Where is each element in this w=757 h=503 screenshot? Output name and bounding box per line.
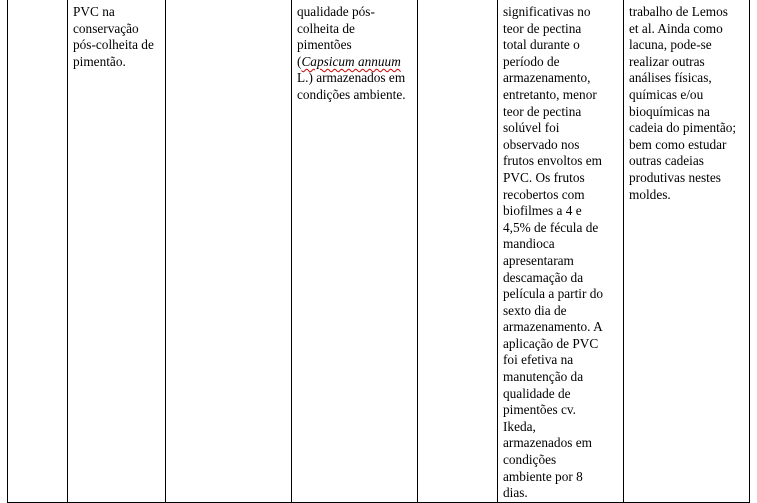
cell-line: período de bbox=[503, 53, 560, 69]
cell-line: foi efetiva na bbox=[503, 352, 574, 368]
cell-line: descamação da bbox=[503, 269, 584, 285]
cell-line: pimentões cv. bbox=[503, 402, 576, 418]
cell-line: apresentaram bbox=[503, 252, 574, 268]
cell-line: qualidade de bbox=[503, 385, 571, 401]
cell-line: conservação bbox=[73, 20, 139, 36]
cell-line: Ikeda, bbox=[503, 418, 536, 434]
cell-line: cadeia do pimentão; bbox=[629, 120, 737, 136]
cell-line: pimentão. bbox=[73, 53, 126, 69]
cell-col5 bbox=[418, 0, 498, 502]
cell-line: manutenção da bbox=[503, 369, 584, 385]
cell-line: outras cadeias bbox=[629, 153, 704, 169]
cell-line: teor de pectina bbox=[503, 20, 582, 36]
cell-col1 bbox=[8, 0, 68, 502]
cell-line: 4,5% de fécula de bbox=[503, 219, 599, 235]
cell-line bbox=[297, 54, 412, 71]
cell-line: teor de pectina bbox=[503, 103, 582, 119]
cell-line: PVC. Os frutos bbox=[503, 169, 585, 185]
cell-line: condições ambiente. bbox=[297, 86, 406, 102]
cell-line: entretanto, menor bbox=[503, 86, 597, 102]
cell-line: realizar outras bbox=[629, 53, 705, 69]
cell-line: bioquímicas na bbox=[629, 103, 710, 119]
cell-line: bem como estudar bbox=[629, 136, 727, 152]
paren-open: ( bbox=[297, 53, 302, 69]
cell-line: observado nos bbox=[503, 136, 580, 152]
cell-line: produtivas nestes bbox=[629, 169, 721, 185]
cell-line: aplicação de PVC bbox=[503, 335, 599, 351]
cell-line: armazenados em bbox=[503, 435, 592, 451]
cell-line: solúvel foi bbox=[503, 120, 560, 136]
cell-line: película a partir do bbox=[503, 286, 604, 302]
cell-line: recobertos com bbox=[503, 186, 585, 202]
cell-col4 bbox=[292, 0, 418, 502]
cell-line: significativas no bbox=[503, 4, 591, 19]
cell-col6 bbox=[498, 0, 624, 502]
cell-line: total durante o bbox=[503, 37, 580, 53]
cell-line: qualidade pós- bbox=[297, 4, 375, 19]
species-name: Capsicum annuum bbox=[301, 53, 401, 69]
cell-line: armazenamento. A bbox=[503, 319, 603, 335]
cell-line: mandioca bbox=[503, 236, 555, 252]
cell-line: colheita de bbox=[297, 20, 355, 36]
cell-col3 bbox=[166, 0, 292, 502]
cell-line: armazenamento, bbox=[503, 70, 591, 86]
cell-line: ambiente por 8 bbox=[503, 468, 583, 484]
cell-line: sexto dia de bbox=[503, 302, 567, 318]
cell-line: dias. bbox=[503, 485, 528, 501]
cell-line: condições bbox=[503, 452, 557, 468]
cell-line: moldes. bbox=[629, 186, 671, 202]
table-row bbox=[8, 0, 750, 502]
cell-line: frutos envoltos em bbox=[503, 153, 602, 169]
cell-line: lacuna, pode-se bbox=[629, 37, 712, 53]
review-table bbox=[7, 0, 750, 503]
cell-line: biofilmes a 4 e bbox=[503, 203, 582, 219]
cell-line: pós-colheita de bbox=[73, 37, 154, 53]
cell-line: pimentões bbox=[297, 37, 352, 53]
cell-line: PVC na bbox=[73, 4, 115, 19]
cell-line: análises físicas, bbox=[629, 70, 712, 86]
cell-line: L.) armazenados em bbox=[297, 70, 406, 86]
cell-col7 bbox=[624, 0, 750, 502]
cell-line: et al. Ainda como bbox=[629, 20, 723, 36]
cell-col2 bbox=[68, 0, 166, 502]
cell-line: químicas e/ou bbox=[629, 86, 704, 102]
cell-line: trabalho de Lemos bbox=[629, 4, 728, 19]
